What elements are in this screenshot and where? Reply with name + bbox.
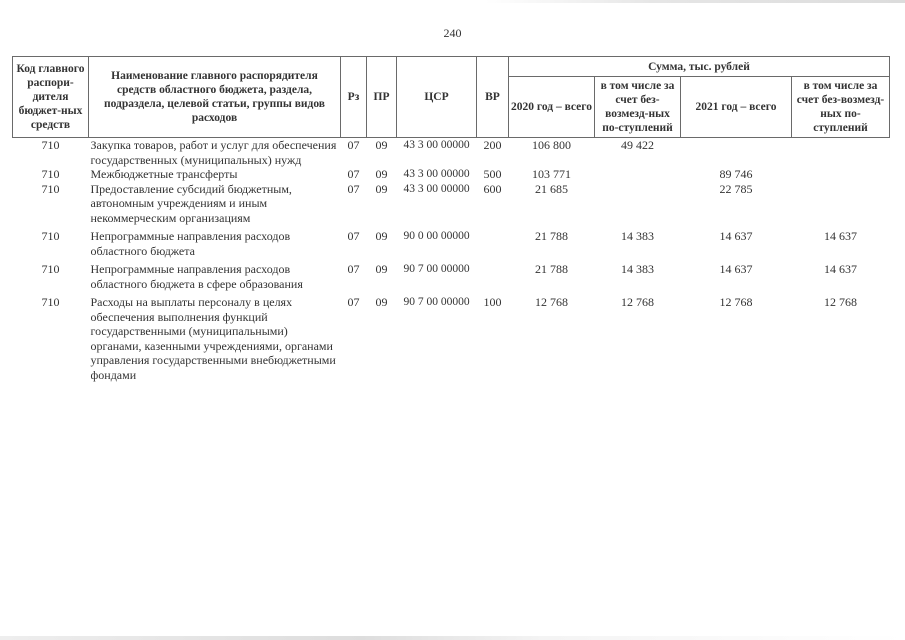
cell-vr: 500: [483, 167, 502, 181]
cell-vr: 600: [483, 181, 502, 196]
scan-edge-top: [485, 0, 905, 3]
cell-2021-free: 12 768: [824, 295, 857, 309]
cell-pr: 09: [375, 181, 388, 196]
page-number: 240: [443, 26, 462, 40]
table-row: [13, 182, 890, 226]
cell-rz: 07: [347, 229, 360, 243]
cell-rz: 07: [347, 181, 360, 196]
cell-csr: 43 3 00 00000: [403, 168, 470, 180]
cell-2020-total: 21 788: [535, 262, 568, 276]
cell-code: 710: [41, 138, 60, 152]
cell-2021-total: 22 785: [719, 181, 753, 196]
table-row: [13, 138, 890, 168]
cell-2021-free: [792, 182, 890, 226]
cell-rz: 07: [347, 262, 360, 276]
cell-vr: [477, 225, 509, 258]
cell-csr: 90 7 00 00000: [403, 263, 470, 275]
header-2021-total: 2021 год – всего: [681, 77, 792, 138]
cell-2020-total: 103 771: [532, 167, 571, 181]
cell-2020-free: 14 383: [621, 229, 654, 243]
table-row: [13, 291, 890, 382]
cell-2021-total: 14 637: [719, 229, 753, 243]
header-sum: Сумма, тыс. рублей: [509, 57, 890, 77]
cell-csr: 90 0 00 00000: [403, 230, 470, 242]
cell-pr: 09: [375, 167, 388, 181]
cell-rz: 07: [347, 167, 360, 181]
cell-vr: 100: [483, 295, 502, 309]
cell-code: 710: [41, 167, 60, 181]
cell-code: 710: [41, 262, 60, 276]
table-row: [13, 167, 890, 182]
cell-code: 710: [41, 295, 60, 309]
cell-2020-free: 12 768: [621, 295, 654, 309]
header-rz: Рз: [341, 57, 367, 138]
cell-2021-total: 14 637: [719, 262, 753, 276]
cell-rz: 07: [347, 295, 360, 309]
cell-2021-total: 12 768: [719, 295, 753, 309]
budget-table: [12, 56, 890, 382]
cell-2021-total: [681, 138, 792, 168]
header-2021-free: в том числе за счет без-возмезд-ных по-ступлений: [792, 77, 890, 138]
cell-2020-free: [595, 167, 681, 182]
cell-code: 710: [41, 181, 60, 196]
table-body: [13, 138, 890, 383]
header-pr: ПР: [367, 57, 397, 138]
cell-csr: 90 7 00 00000: [403, 296, 470, 308]
cell-2021-total: 89 746: [719, 167, 753, 181]
table-row: [13, 225, 890, 258]
cell-2020-free: 49 422: [621, 138, 654, 152]
header-vr: ВР: [477, 57, 509, 138]
cell-2020-total: 106 800: [532, 138, 571, 152]
header-name: Наименование главного распорядителя средств областного бюджета, раздела, подраздела, целевой статьи, группы видов расходов: [89, 57, 341, 138]
cell-2020-total: 12 768: [535, 295, 568, 309]
cell-pr: 09: [375, 295, 388, 309]
cell-name: Предоставление субсидий бюджетным, автономным учреждениям и иным некоммерческим организациям: [90, 181, 292, 225]
cell-csr: 43 3 00 00000: [403, 139, 470, 151]
cell-code: 710: [41, 229, 60, 243]
cell-name: Непрограммные направления расходов областного бюджета в сфере образования: [90, 262, 303, 291]
header-2020-total: 2020 год – всего: [509, 77, 595, 138]
cell-2020-total: 21 788: [535, 229, 568, 243]
cell-vr: [477, 258, 509, 291]
cell-rz: 07: [347, 138, 360, 152]
cell-name: Межбюджетные трансферты: [90, 167, 238, 181]
cell-pr: 09: [375, 229, 388, 243]
header-csr: ЦСР: [397, 57, 477, 138]
cell-pr: 09: [375, 262, 388, 276]
cell-csr: 43 3 00 00000: [403, 182, 470, 195]
cell-name: Непрограммные направления расходов областного бюджета: [90, 229, 291, 258]
header-code: Код главного распори-дителя бюджет-ных средств: [13, 57, 89, 138]
cell-2021-free: 14 637: [824, 262, 857, 276]
cell-2021-free: [792, 167, 890, 182]
table-header: [13, 57, 890, 138]
cell-2020-total: 21 685: [535, 181, 568, 196]
header-2020-free: в том числе за счет без-возмезд-ных по-ступлений: [595, 77, 681, 138]
cell-name: Закупка товаров, работ и услуг для обеспечения государственных (муниципальных) нужд: [90, 138, 337, 167]
cell-pr: 09: [375, 138, 388, 152]
cell-vr: 200: [483, 138, 502, 152]
cell-name: Расходы на выплаты персоналу в целях обеспечения выполнения функций государственными (муниципальными) органами, казенными учреждениями, органами управления государственными внебюджетными фондами: [90, 295, 336, 382]
cell-2020-free: [595, 182, 681, 226]
cell-2021-free: 14 637: [824, 229, 857, 243]
scan-edge-bottom: [0, 636, 905, 640]
cell-2021-free: [792, 138, 890, 168]
cell-2020-free: 14 383: [621, 262, 654, 276]
table-row: [13, 258, 890, 291]
